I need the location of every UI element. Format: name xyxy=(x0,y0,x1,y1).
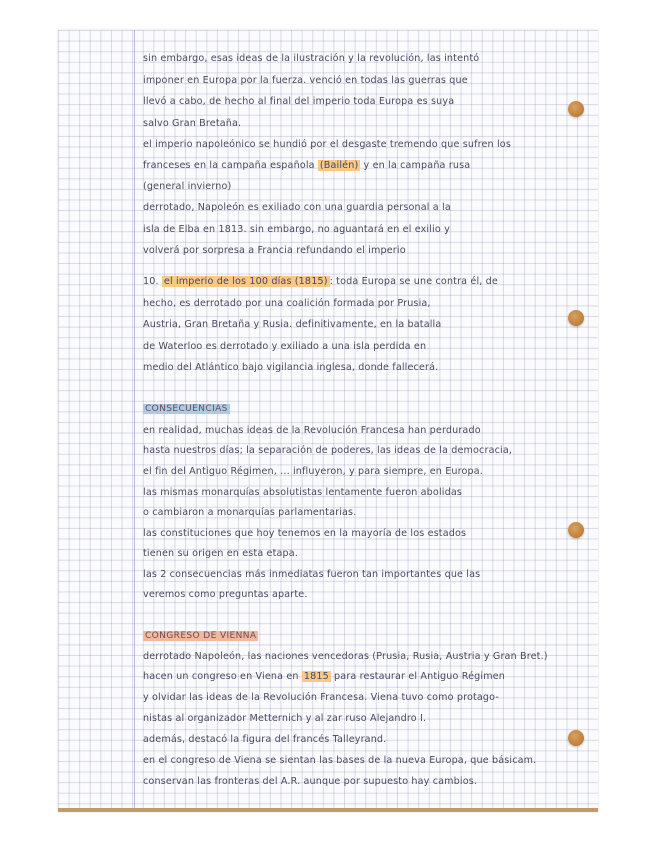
text-line: derrotado Napoleón, las naciones vencedoras (Prusia, Rusia, Austria y Gran Bret.) xyxy=(143,651,548,662)
text-line xyxy=(143,276,498,287)
text-line: Austria, Gran Bretaña y Rusia. definitivamente, en la batalla xyxy=(143,319,442,330)
text-segment: : toda Europa se une contra él, de xyxy=(329,276,498,287)
highlighted-term: 1815 xyxy=(303,671,329,682)
text-line: el fin del Antiguo Régimen, ... influyeron, y para siempre, en Europa. xyxy=(143,466,484,477)
text-line: salvo Gran Bretaña. xyxy=(143,118,242,129)
binder-hole xyxy=(568,310,584,326)
heading-text: CONGRESO DE VIENNA xyxy=(145,631,257,641)
text-line: imponer en Europa por la fuerza. venció en todas las guerras que xyxy=(143,75,468,86)
text-line: sin embargo, esas ideas de la ilustración y la revolución, las intentó xyxy=(143,53,480,64)
text-line: tienen su origen en esta etapa. xyxy=(143,548,299,559)
highlighted-term: el imperio de los 100 días (1815) xyxy=(163,276,328,287)
text-line: de Waterloo es derrotado y exiliado a una isla perdida en xyxy=(143,341,427,352)
text-segment: hacen un congreso en Viena en xyxy=(143,671,302,682)
text-line: y olvidar las ideas de la Revolución Francesa. Viena tuvo como protago- xyxy=(143,692,499,703)
text-line xyxy=(143,160,470,171)
text-line: el imperio napoleónico se hundió por el desgaste tremendo que sufren los xyxy=(143,139,511,150)
text-line: medio del Atlántico bajo vigilancia inglesa, donde fallecerá. xyxy=(143,362,439,373)
text-segment: franceses en la campaña española xyxy=(143,160,318,171)
text-line: hecho, es derrotado por una coalición formada por Prusia, xyxy=(143,298,431,309)
section-heading xyxy=(143,631,258,641)
text-line: volverá por sorpresa a Francia refundando el imperio xyxy=(143,245,406,256)
text-line: llevó a cabo, de hecho al final del imperio toda Europa es suya xyxy=(143,96,455,107)
text-line: derrotado, Napoleón es exiliado con una guardia personal a la xyxy=(143,202,451,213)
text-line xyxy=(143,671,505,682)
margin-line xyxy=(134,30,135,812)
binder-hole xyxy=(568,522,584,538)
text-line: en realidad, muchas ideas de la Revolución Francesa han perdurado xyxy=(143,425,481,436)
section-heading xyxy=(143,404,230,414)
text-line: las 2 consecuencias más inmediatas fueron tan importantes que las xyxy=(143,569,481,580)
highlighted-term: (Bailén) xyxy=(319,160,359,171)
text-line: las constituciones que hoy tenemos en la mayoría de los estados xyxy=(143,528,467,539)
text-line: veremos como preguntas aparte. xyxy=(143,589,308,600)
text-line: además, destacó la figura del francés Talleyrand. xyxy=(143,734,387,745)
text-line: (general invierno) xyxy=(143,181,232,192)
text-line: conservan las fronteras del A.R. aunque por supuesto hay cambios. xyxy=(143,776,478,787)
text-line: las mismas monarquías absolutistas lentamente fueron abolidas xyxy=(143,487,462,498)
page-edge xyxy=(58,808,598,812)
text-segment: para restaurar el Antiguo Régimen xyxy=(330,671,506,682)
text-line: isla de Elba en 1813. sin embargo, no aguantará en el exilio y xyxy=(143,224,450,235)
text-segment: y en la campaña rusa xyxy=(360,160,471,171)
text-line: nistas al organizador Metternich y al zar ruso Alejandro I. xyxy=(143,713,427,724)
text-line: hasta nuestros días; la separación de poderes, las ideas de la democracia, xyxy=(143,445,513,456)
text-segment: 10. xyxy=(143,276,162,287)
heading-text: CONSECUENCIAS xyxy=(145,404,228,414)
binder-hole xyxy=(568,101,584,117)
text-line: en el congreso de Viena se sientan las bases de la nueva Europa, que básicam. xyxy=(143,755,537,766)
text-line: o cambiaron a monarquías parlamentarias. xyxy=(143,507,357,518)
binder-hole xyxy=(568,730,584,746)
